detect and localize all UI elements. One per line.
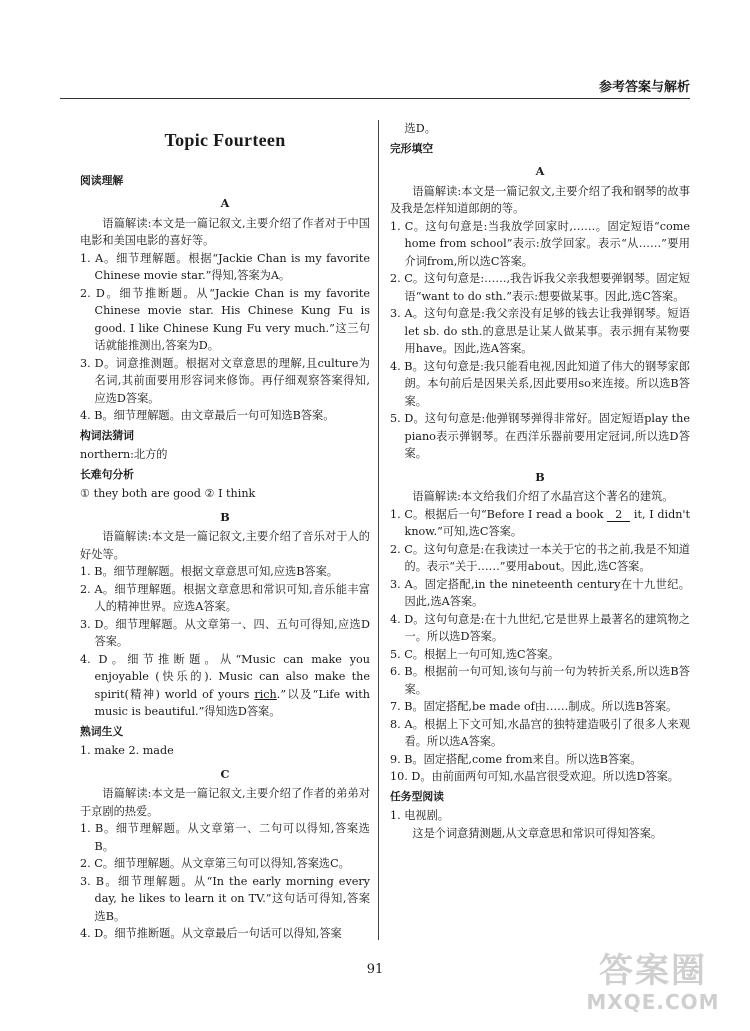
passage-a-intro: 语篇解读:本文是一篇记叙文,主要介绍了作者对于中国电影和美国电影的喜好等。 xyxy=(80,216,370,247)
answer-item: 4. B。这句句意是:我只能看电视,因此知道了伟大的钢琴家郎朗。本句前后是因果关系,因此要用so来连接。所以选B答案。 xyxy=(390,359,690,408)
answer-text: it, I didn't know.”可知,选C答案。 xyxy=(404,507,691,538)
answer-item: 6. B。根据前一句可知,该句与前一句为转折关系,所以选B答案。 xyxy=(390,665,690,696)
answer-item: 4. D。这句句意是:在十九世纪,它是世界上最著名的建筑物之一。所以选D答案。 xyxy=(390,612,690,643)
answer-item: 7. B。固定搭配,be made of由……制成。所以选B答案。 xyxy=(390,700,678,713)
right-column xyxy=(390,120,690,842)
answer-item: 5. C。根据上一句可知,选C答案。 xyxy=(390,647,560,661)
watermark-main-text: 答案圈 xyxy=(599,951,707,991)
answer-item: 1. A。细节理解题。根据“Jackie Chan is my favorite Chinese movie star.”得知,答案为A。 xyxy=(80,251,370,282)
long-sentence-item: ① they both are good ② I think xyxy=(80,487,256,500)
answer-text: 1. C。根据后一句“Before I read a book xyxy=(390,507,608,521)
page-header: 参考答案与解析 xyxy=(598,80,690,95)
answer-item: 5. D。这句句意是:他弹钢琴弹得非常好。固定短语play the piano表示弹钢琴。在西洋乐器前要用定冠词,所以选D答案。 xyxy=(390,412,690,460)
page-number: 91 xyxy=(366,962,384,977)
section-heading-long-sentence: 长难句分析 xyxy=(80,467,134,481)
task-answer-item: 1. 电视剧。 xyxy=(390,809,449,822)
header-rule xyxy=(60,98,690,99)
continued-answer: 选D。 xyxy=(404,122,436,135)
left-column xyxy=(80,120,370,943)
answer-item: 2. A。细节理解题。根据文章意思和常识可知,音乐能丰富人的精神世界。应选A答案。 xyxy=(80,582,370,613)
watermark-logo xyxy=(578,952,728,1022)
blank-number: 2 xyxy=(607,508,630,522)
answer-item: 3. D。细节理解题。从文章第一、四、五句可得知,应选D答案。 xyxy=(80,617,370,648)
section-heading-reading: 阅读理解 xyxy=(80,173,124,187)
answer-item: 9. B。固定搭配,come from来自。所以选B答案。 xyxy=(390,752,642,766)
answer-item: 3. D。词意推测题。根据对文章意思的理解,且culture为名词,其前面要用形容词来修饰。再仔细观察答案得知,应选D答案。 xyxy=(80,356,370,405)
answer-item: 2. C。细节理解题。从文章第三句可以得知,答案选C。 xyxy=(80,857,350,870)
answer-text: .”以及“Life with music is beautiful.”得知选D答案。 xyxy=(94,687,370,718)
section-heading-word-formation: 构词法猜词 xyxy=(80,428,134,442)
cloze-a-intro: 语篇解读:本文是一篇记叙文,主要介绍了我和钢琴的故事及我是怎样知道郎朗的等。 xyxy=(390,184,690,215)
answer-item: 8. A。根据上下文可知,水晶宫的独特建造吸引了很多人来观看。所以选A答案。 xyxy=(390,717,690,748)
watermark-site-text: MXQE.COM xyxy=(586,990,720,1014)
section-heading-familiar-words: 熟词生义 xyxy=(80,724,124,738)
page-title: Topic Fourteen xyxy=(164,130,286,150)
passage-label-a: A xyxy=(220,196,230,210)
passage-label-b: B xyxy=(220,509,230,524)
answer-item: 1. C。这句句意是:当我放学回家时,……。固定短语“come home from school”表示:放学回家。表示“从……”要用介词from,所以选C答案。 xyxy=(390,219,690,268)
answer-item: 3. A。固定搭配,in the nineteenth century在十九世纪。因此,选A答案。 xyxy=(390,577,690,608)
section-heading-cloze: 完形填空 xyxy=(390,141,434,155)
answer-item: 2. D。细节推断题。从“Jackie Chan is my favorite Chinese movie star. His Chinese Kung Fu is good. I like Chinese Kung Fu very much.”这三句话就能推测出,答案为D。 xyxy=(80,286,370,352)
passage-c-intro: 语篇解读:本文是一篇记叙文,主要介绍了作者的弟弟对于京剧的热爱。 xyxy=(80,787,370,818)
answer-item: 3. A。这句句意是:我父亲没有足够的钱去让我弹钢琴。短语let sb. do sth.的意思是让某人做某事。表示拥有某物要用have。因此,选A答案。 xyxy=(390,307,690,355)
underlined-word: rich xyxy=(254,687,277,701)
task-answer-note: 这是个词意猜测题,从文章意思和常识可得知答案。 xyxy=(412,826,663,840)
familiar-words-item: 1. make 2. made xyxy=(80,744,174,757)
answer-item: 2. C。这句句意是:在我读过一本关于它的书之前,我是不知道的。表示“关于……”要用about。因此,选C答案。 xyxy=(390,542,690,573)
answer-item: 4. D。细节推断题。从文章最后一句话可以得知,答案 xyxy=(80,927,342,940)
answer-item: 10. D。由前面两句可知,水晶宫很受欢迎。所以选D答案。 xyxy=(390,770,679,783)
answer-item: 2. C。这句句意是:……,我告诉我父亲我想要弹钢琴。固定短语“want to do sth.”表示:想要做某事。因此,选C答案。 xyxy=(390,272,690,303)
passage-label-c: C xyxy=(220,766,230,781)
cloze-b-intro: 语篇解读:本文给我们介绍了水晶宫这个著名的建筑。 xyxy=(412,490,674,503)
answer-item xyxy=(390,506,690,541)
word-formation-item: northern:北方的 xyxy=(80,448,168,461)
answer-item: 1. B。细节理解题。根据文章意思可知,应选B答案。 xyxy=(80,565,338,578)
answer-item: 1. B。细节理解题。从文章第一、二句可以得知,答案选B。 xyxy=(80,822,370,853)
passage-b-intro: 语篇解读:本文是一篇记叙文,主要介绍了音乐对于人的好处等。 xyxy=(80,530,370,561)
answer-item xyxy=(80,651,370,721)
section-heading-task-reading: 任务型阅读 xyxy=(390,789,444,803)
cloze-label-b: B xyxy=(535,469,545,484)
answer-item: 3. B。细节理解题。从“In the early morning every day, he likes to learn it on TV.”这句话可得知,答案选B。 xyxy=(80,874,370,923)
answer-text: 4. D。细节推断题。从“Music can make you enjoyable (快乐的). Music can also make the spirit(精神) world of yours xyxy=(80,652,370,701)
answer-item: 4. B。细节理解题。由文章最后一句可知选B答案。 xyxy=(80,409,335,422)
column-divider xyxy=(378,120,379,940)
cloze-label-a: A xyxy=(535,164,545,178)
